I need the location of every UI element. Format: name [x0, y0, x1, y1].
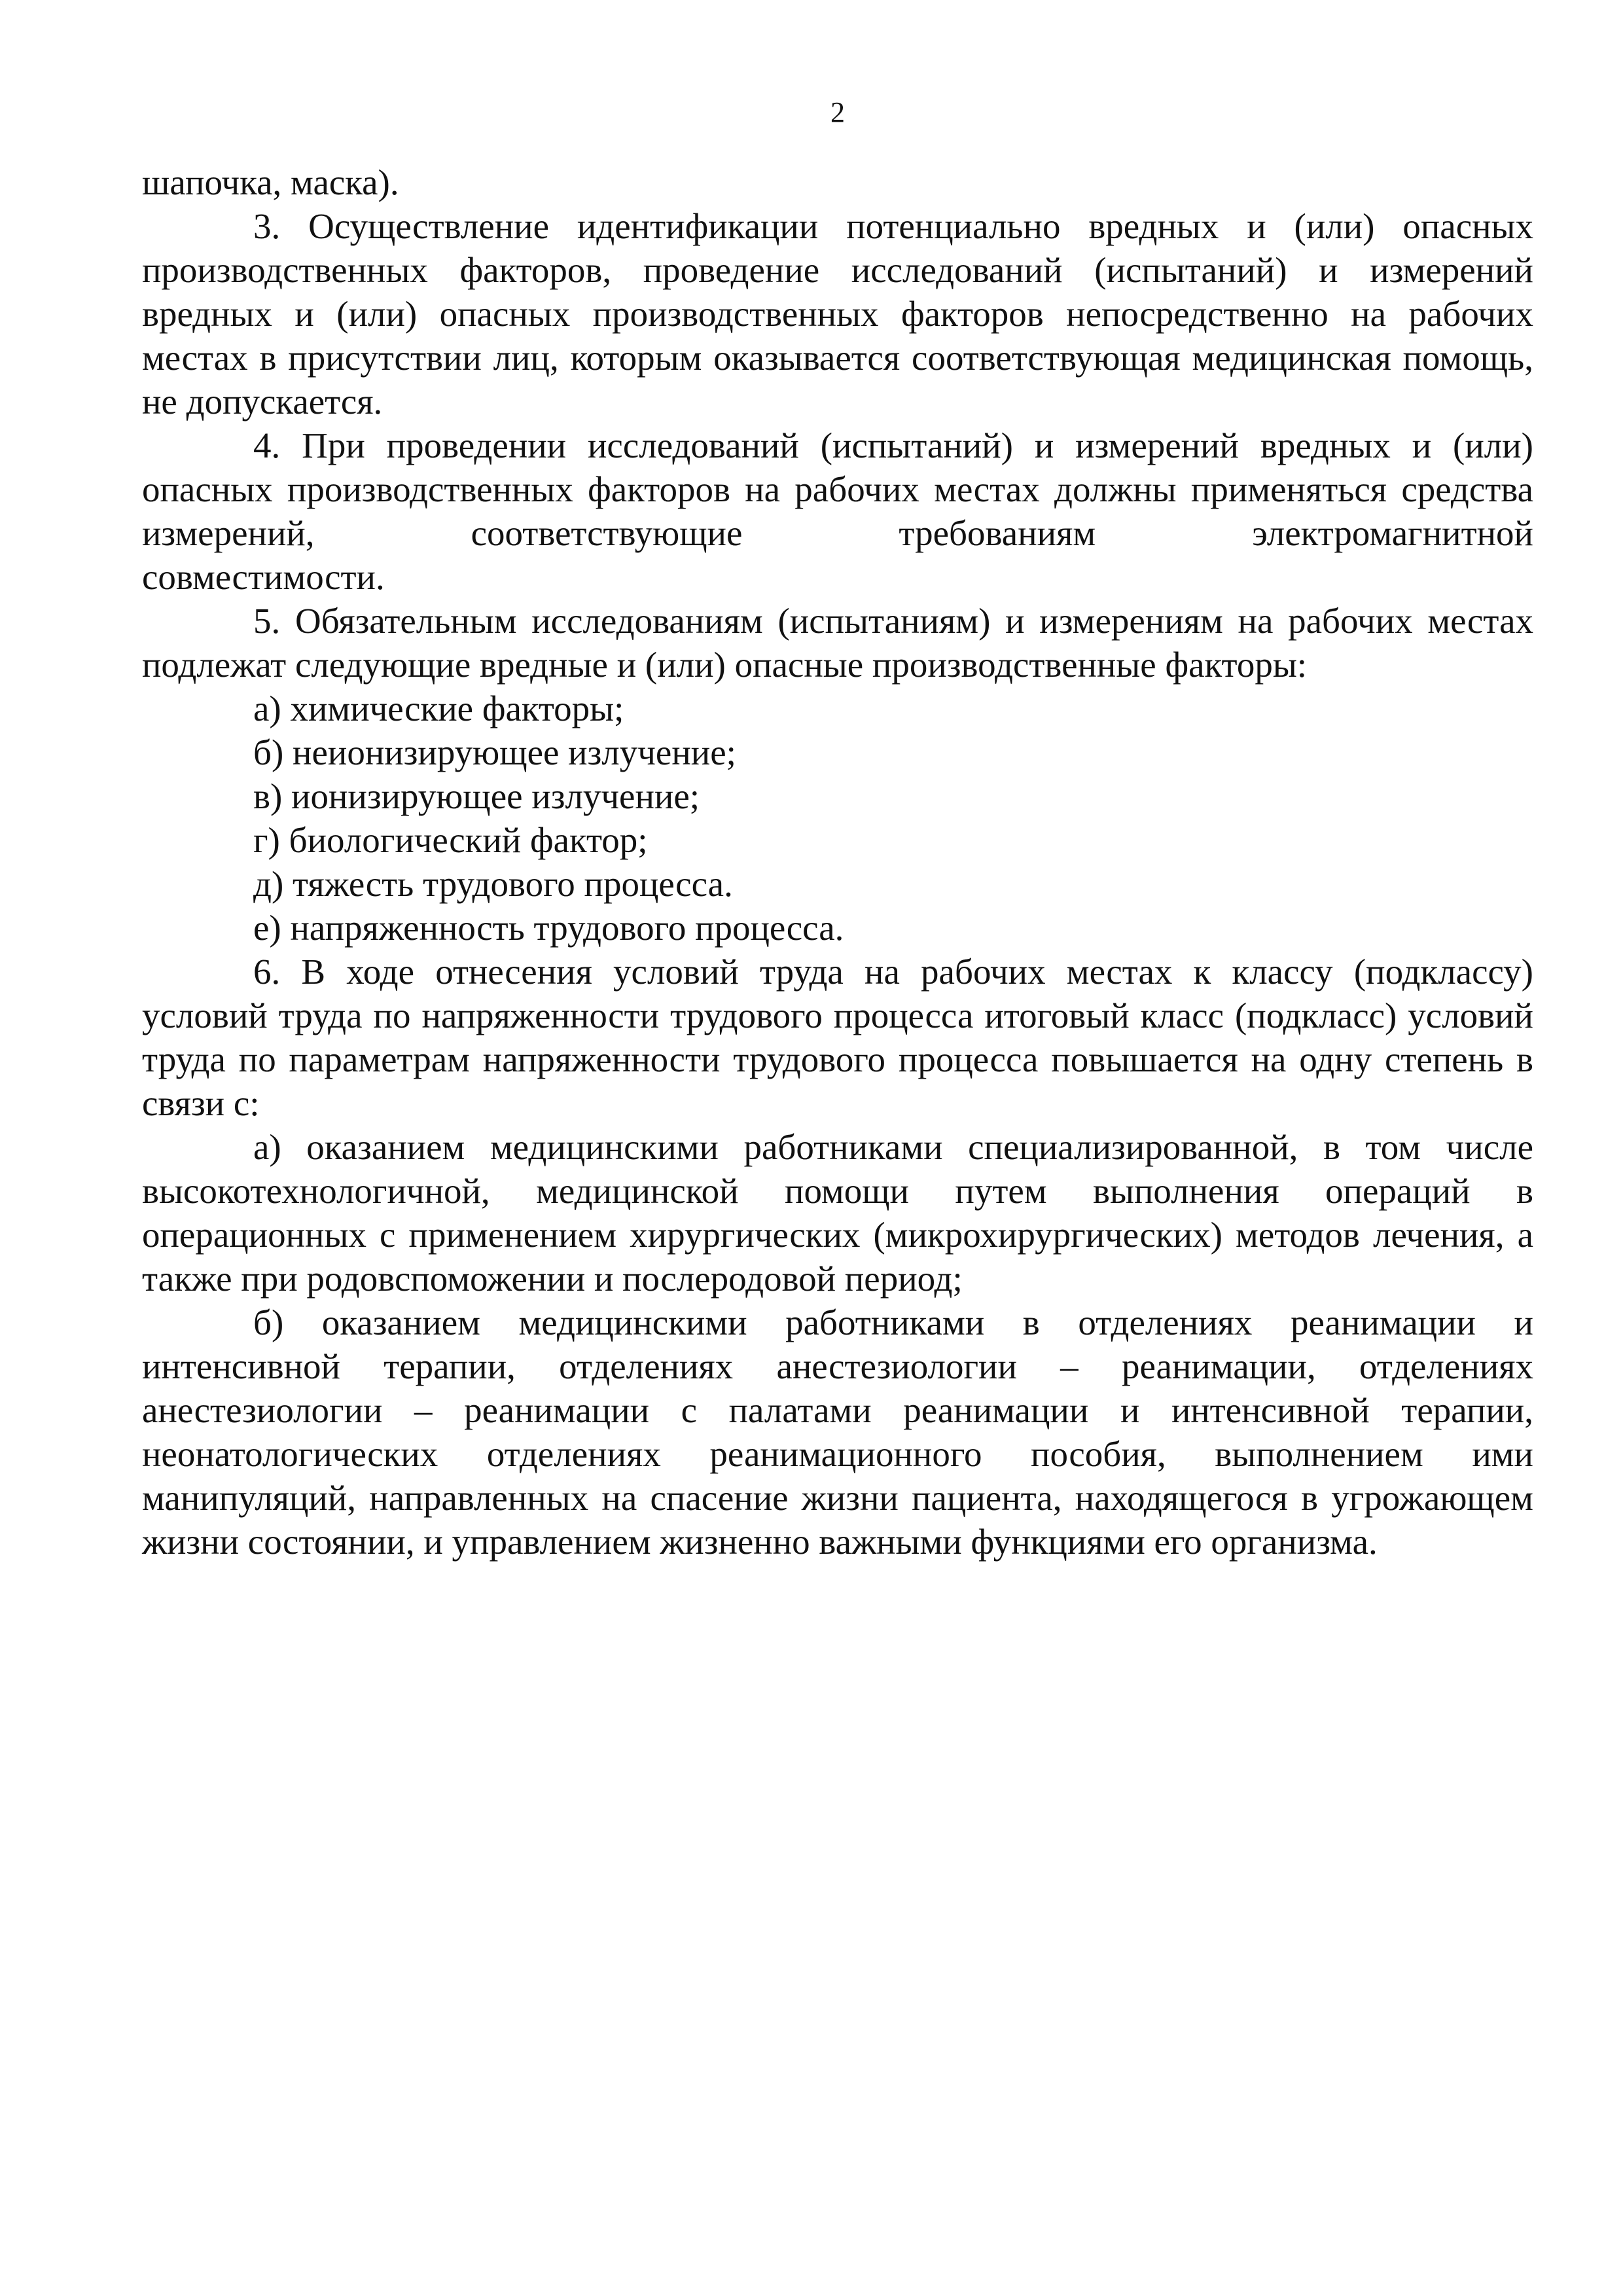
paragraph-6: 6. В ходе отнесения условий труда на рабочих местах к классу (подклассу) условий труда по напряженности трудового процесса итоговый класс (подкласс) условий труда по параметрам напряженности трудового процесса повышается на одну степень в связи с:: [142, 952, 1533, 1123]
paragraph-4-end: совместимости.: [142, 557, 385, 597]
paragraph-3: 3. Осуществление идентификации потенциально вредных и (или) опасных производственных факторов, проведение исследований (испытаний) и измерений вредных и (или) опасных производственных факторов непосредственно на рабочих местах в присутствии лиц, которым оказывается соответствующая медицинская помощь, не допускается.: [142, 206, 1533, 422]
document-body: [142, 160, 1533, 1564]
page-number: 2: [830, 96, 845, 128]
paragraph-5: 5. Обязательным исследованиям (испытаниям) и измерениям на рабочих местах подлежат следующие вредные и (или) опасные производственные факторы:: [142, 601, 1533, 685]
paragraph-6-a: а) оказанием медицинскими работниками специализированной, в том числе высокотехнологичной, медицинской помощи путем выполнения операций в операционных с применением хирургических (микрохирургических) методов лечения, а также при родовспоможении и послеродовой период;: [142, 1127, 1533, 1299]
list-item-e: е) напряженность трудового процесса.: [253, 908, 844, 948]
paragraph-6-b: б) оказанием медицинскими работниками в отделениях реанимации и интенсивной терапии, отделениях анестезиологии – реанимации, отделениях анестезиологии – реанимации с палатами реанимации и интенсивной терапии, неонатологических отделениях реанимационного пособия, выполнением ими манипуляций, направленных на спасение жизни пациента, находящегося в угрожающем жизни состоянии, и управлением жизненно важными функциями его организма.: [142, 1302, 1533, 1562]
paragraph-continuation: шапочка, маска).: [142, 162, 399, 202]
list-item-v: в) ионизирующее излучение;: [253, 776, 700, 816]
list-item-a: а) химические факторы;: [253, 689, 624, 728]
list-item-g: г) биологический фактор;: [253, 820, 648, 860]
list-item-b: б) неионизирующее излучение;: [253, 732, 736, 772]
paragraph-4: 4. При проведении исследований (испытаний) и измерений вредных и (или) опасных производственных факторов на рабочих местах должны применяться средства измерений, соответствующие требованиям электромагнитной: [142, 425, 1533, 553]
list-item-d: д) тяжесть трудового процесса.: [253, 864, 733, 904]
